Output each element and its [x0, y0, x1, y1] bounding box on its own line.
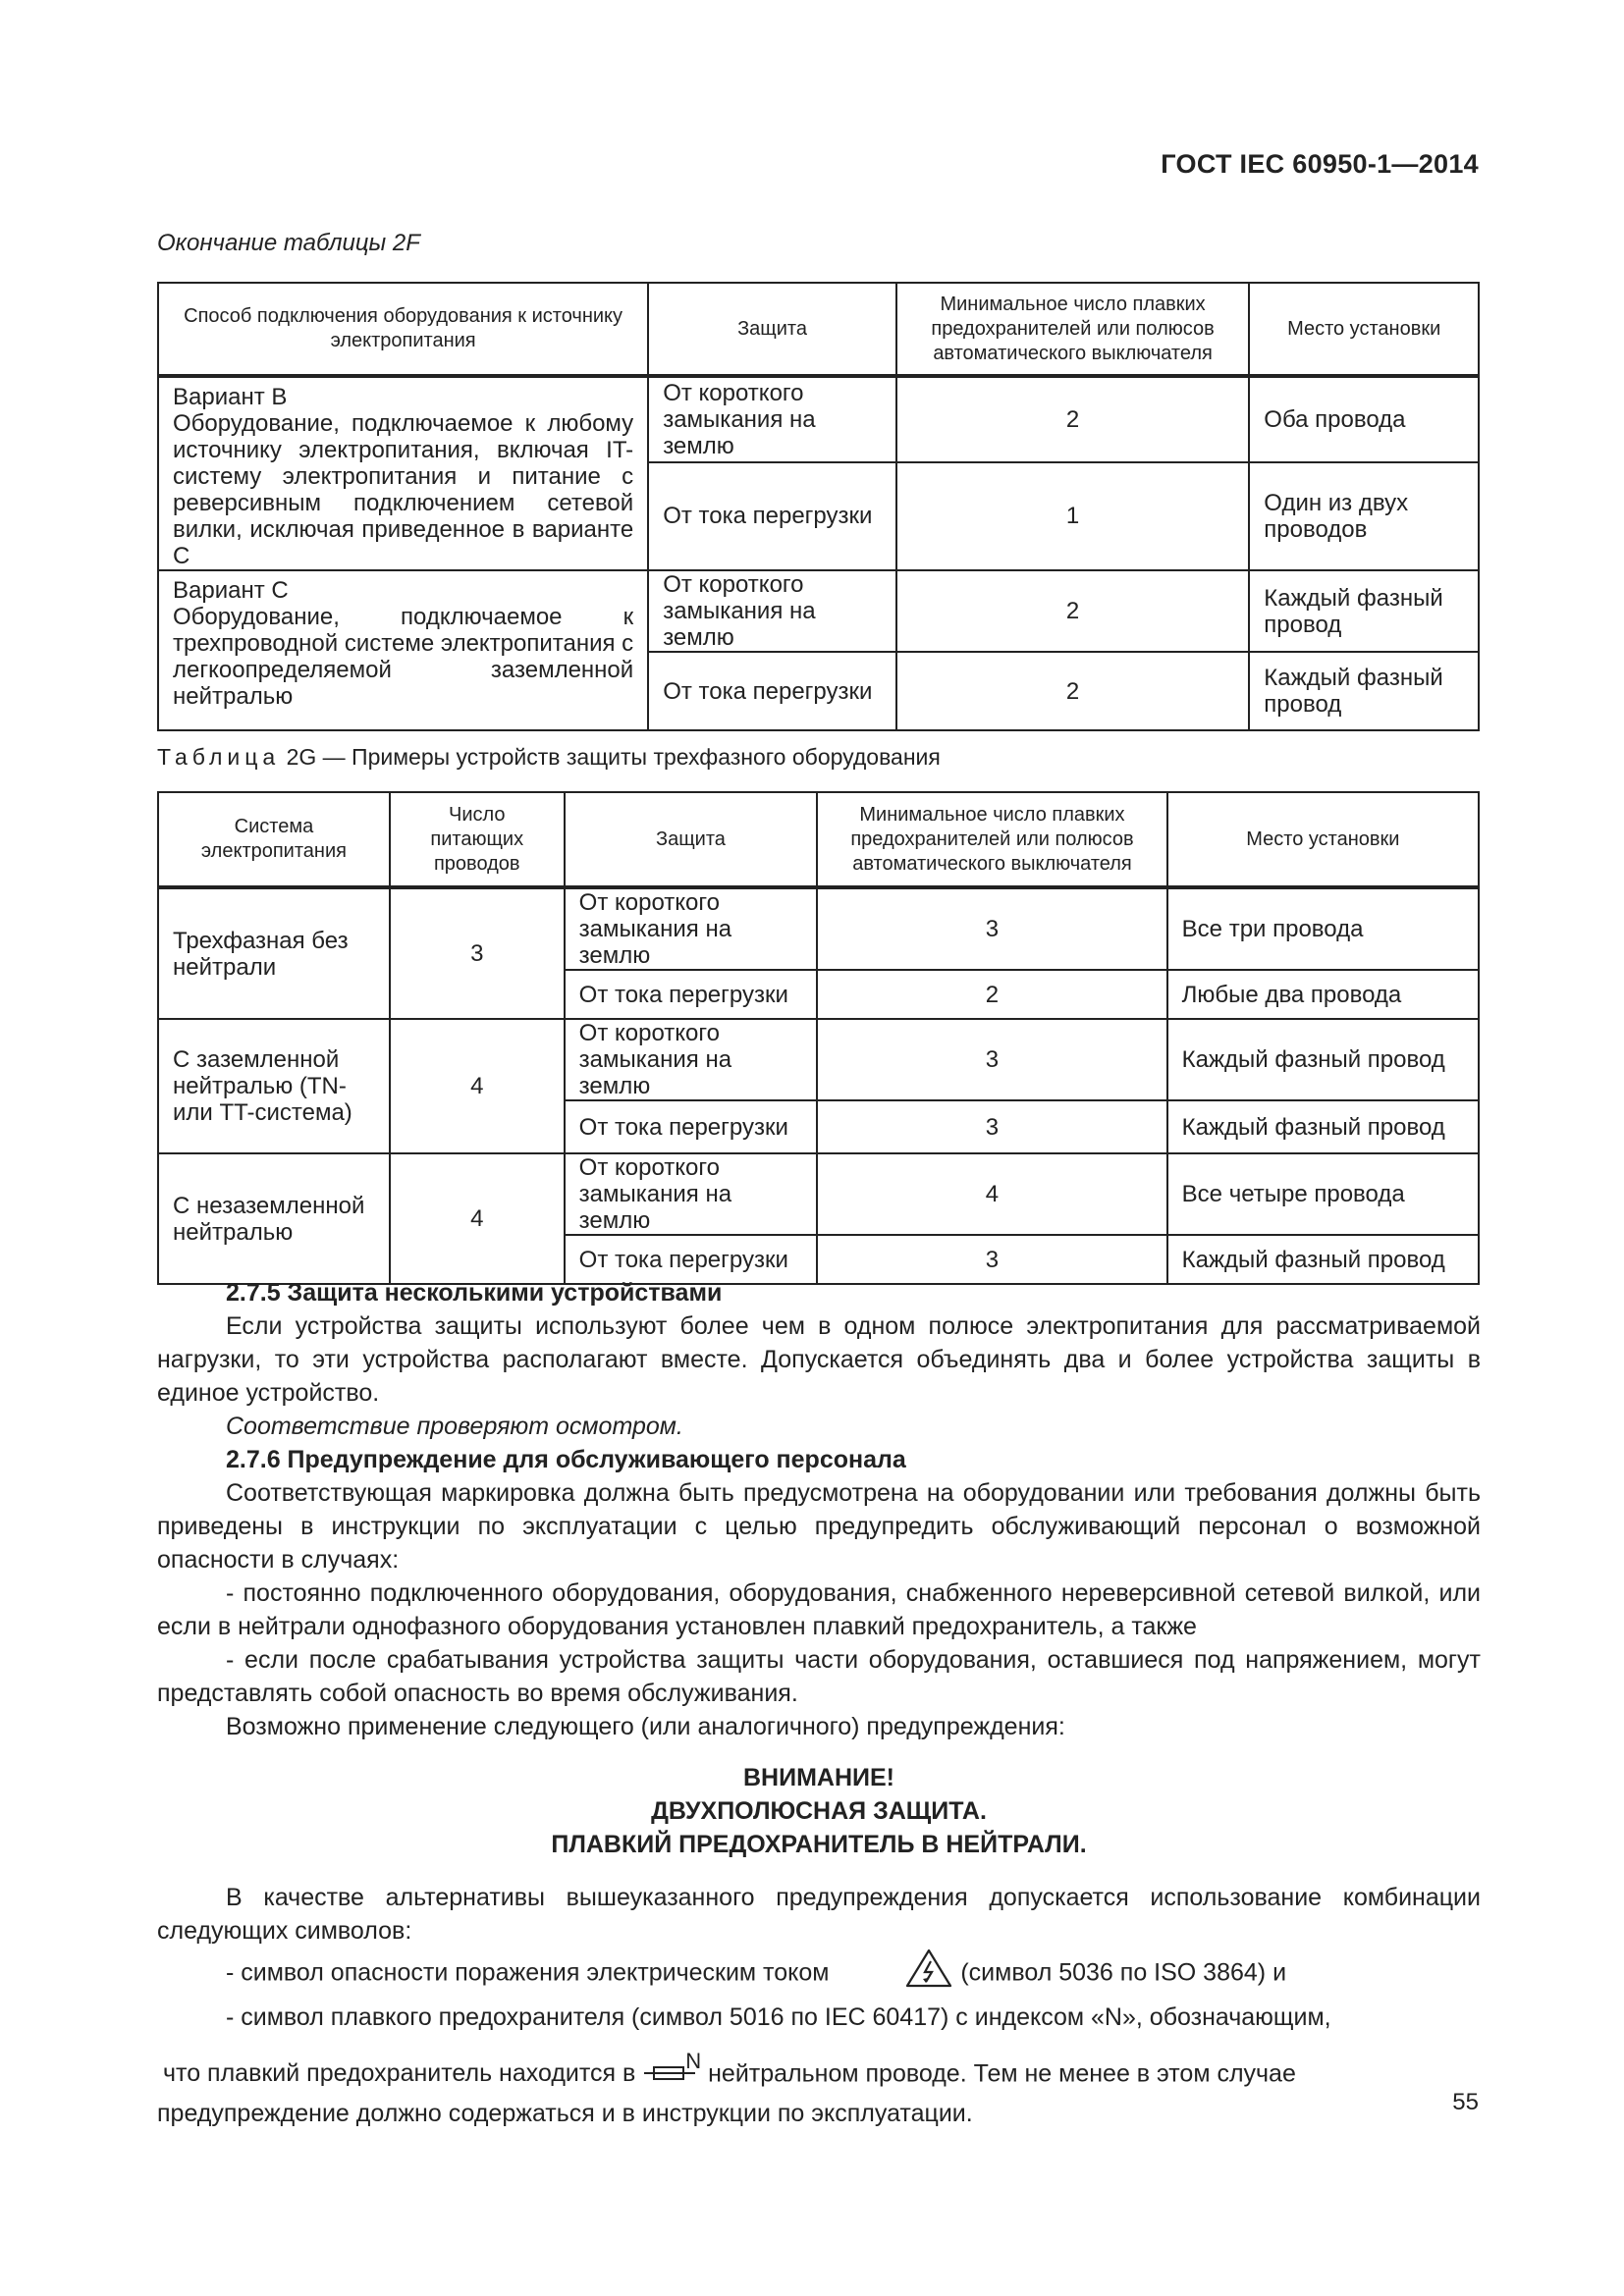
header-min-count: Минимальное число плавких предохранителей или полюсов автоматического выключателя [896, 283, 1249, 376]
symbol3-line [157, 2044, 1481, 2097]
electric-shock-warning-icon [836, 1948, 953, 2001]
protection-cell: От тока перегрузки [565, 1100, 818, 1153]
system-cell: С незаземленной нейтралью [158, 1153, 390, 1284]
protection-cell: От короткого замыкания на землю [565, 1153, 818, 1235]
table-2g-caption-prefix: Таблица [157, 744, 281, 770]
warning-line: ВНИМАНИЕ! [743, 1764, 894, 1791]
count-cell: 3 [817, 1235, 1166, 1284]
table-row [158, 570, 1479, 652]
count-cell: 2 [896, 376, 1249, 462]
warning-text [157, 1761, 1481, 1861]
table-2g-caption-rest: 2G — Примеры устройств защиты трехфазного оборудования [286, 744, 941, 770]
count-cell: 1 [896, 462, 1249, 570]
list-item: - постоянно подключенного оборудования, оборудования, снабженного нереверсивной сетевой вилкой, или если в нейтрали однофазного оборудования установлен плавкий предохранитель, а также [157, 1579, 1481, 1640]
location-cell: Каждый фазный провод [1167, 1235, 1479, 1284]
wires-cell: 4 [390, 1019, 565, 1153]
list-item: - если после срабатывания устройства защиты части оборудования, оставшиеся под напряжением, могут представлять собой опасность во время обслуживания. [157, 1646, 1481, 1707]
table-row [158, 887, 1479, 970]
header-location: Место установки [1167, 792, 1479, 887]
header-system: Система электропитания [158, 792, 390, 887]
section-276-heading: 2.7.6 Предупреждение для обслуживающего персонала [226, 1446, 906, 1473]
section-275-compliance: Соответствие проверяют осмотром. [226, 1413, 683, 1440]
header-protection: Защита [565, 792, 818, 887]
location-cell: Оба провода [1249, 376, 1479, 462]
section-275-paragraph: Если устройства защиты используют более чем в одном полюсе электропитания для рассматриваемой нагрузки, то эти устройства располагают вместе. Допускается объединять два и более устройства защиты в единое устройство. [157, 1312, 1481, 1407]
section-276-lead: Возможно применение следующего (или аналогичного) предупреждения: [226, 1713, 1065, 1740]
location-cell: Каждый фазный провод [1167, 1100, 1479, 1153]
count-cell: 2 [896, 652, 1249, 730]
system-cell: С заземленной нейтралью (TN- или TT-система) [158, 1019, 390, 1153]
protection-cell: От короткого замыкания на землю [648, 570, 896, 652]
standard-number: ГОСТ IEC 60950-1—2014 [1161, 149, 1479, 179]
location-cell: Каждый фазный провод [1249, 652, 1479, 730]
wires-cell: 3 [390, 887, 565, 1019]
location-cell: Каждый фазный провод [1167, 1019, 1479, 1100]
list-item: - символ плавкого предохранителя (символ 5016 по IEC 60417) с индексом «N», обозначающим, [226, 2003, 1331, 2031]
wires-cell: 4 [390, 1153, 565, 1284]
header-location: Место установки [1249, 283, 1479, 376]
location-cell: Все три провода [1167, 887, 1479, 970]
warning-line: ПЛАВКИЙ ПРЕДОХРАНИТЕЛЬ В НЕЙТРАЛИ. [551, 1831, 1087, 1858]
protection-cell: От короткого замыкания на землю [565, 887, 818, 970]
location-cell: Любые два провода [1167, 970, 1479, 1019]
symbol3-text-before: что плавкий предохранитель находится в [163, 2059, 636, 2088]
method-variant-b: Вариант В Оборудование, подключаемое к любому источнику электропитания, включая IT-систему электропитания и питание с реверсивным подключением сетевой вилки, исключая приведенное в варианте С [158, 376, 648, 570]
protection-cell: От тока перегрузки [565, 970, 818, 1019]
table-header-row [158, 792, 1479, 887]
protection-cell: От тока перегрузки [648, 462, 896, 570]
count-cell: 4 [817, 1153, 1166, 1235]
symbol3-text-after: нейтральном проводе. Тем не менее в этом случае [708, 2059, 1296, 2088]
location-cell: Один из двух проводов [1249, 462, 1479, 570]
table-2g-caption [157, 744, 941, 771]
header-protection: Защита [648, 283, 896, 376]
protection-cell: От короткого замыкания на землю [565, 1019, 818, 1100]
header-min-count: Минимальное число плавких предохранителей или полюсов автоматического выключателя [817, 792, 1166, 887]
table-row [158, 376, 1479, 462]
final-paragraph: предупреждение должно содержаться и в инструкции по эксплуатации. [157, 2099, 973, 2127]
symbol1-text-after: (символ 5036 по ISO 3864) и [960, 1958, 1287, 1987]
count-cell: 2 [817, 970, 1166, 1019]
page-number: 55 [1452, 2089, 1479, 2115]
table-2f-caption: Окончание таблицы 2F [157, 230, 420, 256]
table-header-row [158, 283, 1479, 376]
header-method: Способ подключения оборудования к источнику электропитания [158, 283, 648, 376]
table-row [158, 1153, 1479, 1235]
count-cell: 2 [896, 570, 1249, 652]
body-text [157, 1276, 1481, 2130]
system-cell: Трехфазная без нейтрали [158, 887, 390, 1019]
count-cell: 3 [817, 1019, 1166, 1100]
method-variant-c: Вариант С Оборудование, подключаемое к трехпроводной системе электропитания с легкоопределяемой заземленной нейтралью [158, 570, 648, 730]
warning-line: ДВУХПОЛЮСНАЯ ЗАЩИТА. [651, 1797, 987, 1825]
protection-cell: От короткого замыкания на землю [648, 376, 896, 462]
location-cell: Каждый фазный провод [1249, 570, 1479, 652]
table-row [158, 1019, 1479, 1100]
protection-cell: От тока перегрузки [565, 1235, 818, 1284]
section-276-paragraph: Соответствующая маркировка должна быть предусмотрена на оборудовании или требования должны быть приведены в инструкции по эксплуатации с целью предупредить обслуживающий персонал о возможной опасности в случаях: [157, 1479, 1481, 1574]
section-276-alternative: В качестве альтернативы вышеуказанного предупреждения допускается использование комбинации следующих символов: [157, 1884, 1481, 1945]
count-cell: 3 [817, 1100, 1166, 1153]
section-275-heading: 2.7.5 Защита несколькими устройствами [226, 1279, 723, 1307]
protection-cell: От тока перегрузки [648, 652, 896, 730]
table-2f [157, 282, 1480, 731]
list-item [157, 1948, 1481, 2001]
location-cell: Все четыре провода [1167, 1153, 1479, 1235]
header-wires: Число питающих проводов [390, 792, 565, 887]
fuse-index: N [685, 2049, 702, 2073]
table-2g [157, 791, 1480, 1285]
symbol1-text-before: - символ опасности поражения электрическим током [226, 1958, 830, 1987]
count-cell: 3 [817, 887, 1166, 970]
